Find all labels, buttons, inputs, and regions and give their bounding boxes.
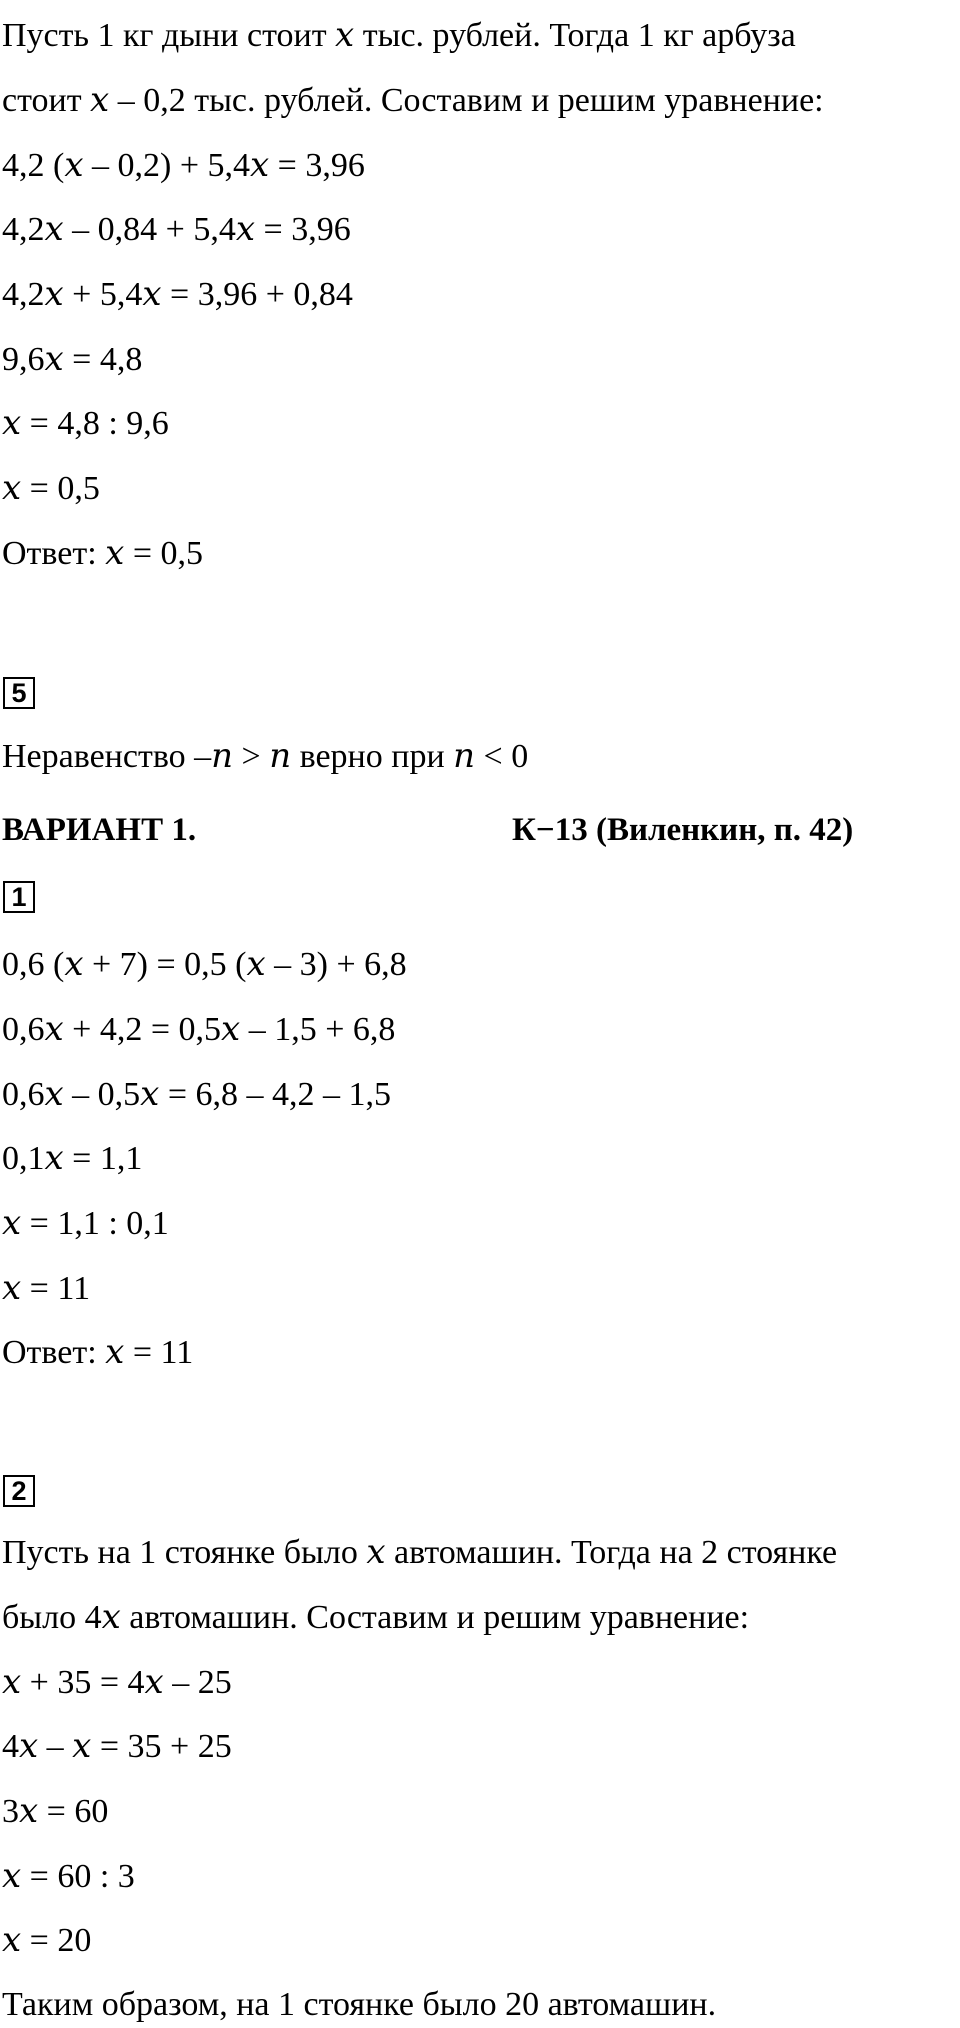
v1-task2-equation-3: 3𝑥 = 60 — [2, 1793, 109, 1830]
v1-task2-equation-5: 𝑥 = 20 — [2, 1922, 92, 1959]
v1-task2-line-2: было 4𝑥 автомашин. Составим и решим уравнение: — [2, 1599, 750, 1636]
task4-equation-2: 4,2𝑥 – 0,84 + 5,4𝑥 = 3,96 — [2, 211, 351, 248]
v1-task1-equation-3: 0,6𝑥 – 0,5𝑥 = 6,8 – 4,2 – 1,5 — [2, 1076, 392, 1113]
variant-source: К−13 (Виленкин, п. 42) — [512, 812, 854, 848]
v1-task1-equation-2: 0,6𝑥 + 4,2 = 0,5𝑥 – 1,5 + 6,8 — [2, 1011, 396, 1048]
v1-task2-line-1: Пусть на 1 стоянке было 𝑥 автомашин. Тогда на 2 стоянке — [2, 1534, 838, 1571]
task5-line-1: Неравенство –𝑛 > 𝑛 верно при 𝑛 < 0 — [2, 738, 529, 775]
task4-equation-6: 𝑥 = 0,5 — [2, 470, 100, 507]
variant-title: ВАРИАНТ 1. — [2, 812, 197, 848]
task-number-box-1: 1 — [3, 881, 35, 913]
v1-task2-equation-2: 4𝑥 – 𝑥 = 35 + 25 — [2, 1728, 232, 1765]
v1-task2-equation-1: 𝑥 + 35 = 4𝑥 – 25 — [2, 1664, 232, 1701]
v1-task2-conclusion: Таким образом, на 1 стоянке было 20 автомашин. — [2, 1986, 717, 2023]
task4-equation-1: 4,2 (𝑥 – 0,2) + 5,4𝑥 = 3,96 — [2, 147, 365, 184]
task-number-box-2: 2 — [3, 1475, 35, 1507]
v1-task1-equation-5: 𝑥 = 1,1 : 0,1 — [2, 1205, 169, 1242]
v1-task2-equation-4: 𝑥 = 60 : 3 — [2, 1858, 135, 1895]
task4-answer: Ответ: 𝑥 = 0,5 — [2, 535, 204, 572]
v1-task1-answer: Ответ: 𝑥 = 11 — [2, 1334, 194, 1371]
v1-task1-equation-6: 𝑥 = 11 — [2, 1270, 91, 1307]
task4-equation-4: 9,6𝑥 = 4,8 — [2, 341, 143, 378]
task4-line-2: стоит 𝑥 – 0,2 тыс. рублей. Составим и решим уравнение: — [2, 82, 824, 119]
task4-line-1: Пусть 1 кг дыни стоит 𝑥 тыс. рублей. Тогда 1 кг арбуза — [2, 17, 796, 54]
task4-equation-5: 𝑥 = 4,8 : 9,6 — [2, 405, 169, 442]
task-number-box-5: 5 — [3, 677, 35, 709]
task4-equation-3: 4,2𝑥 + 5,4𝑥 = 3,96 + 0,84 — [2, 276, 353, 313]
v1-task1-equation-4: 0,1𝑥 = 1,1 — [2, 1140, 143, 1177]
v1-task1-equation-1: 0,6 (𝑥 + 7) = 0,5 (𝑥 – 3) + 6,8 — [2, 946, 407, 983]
